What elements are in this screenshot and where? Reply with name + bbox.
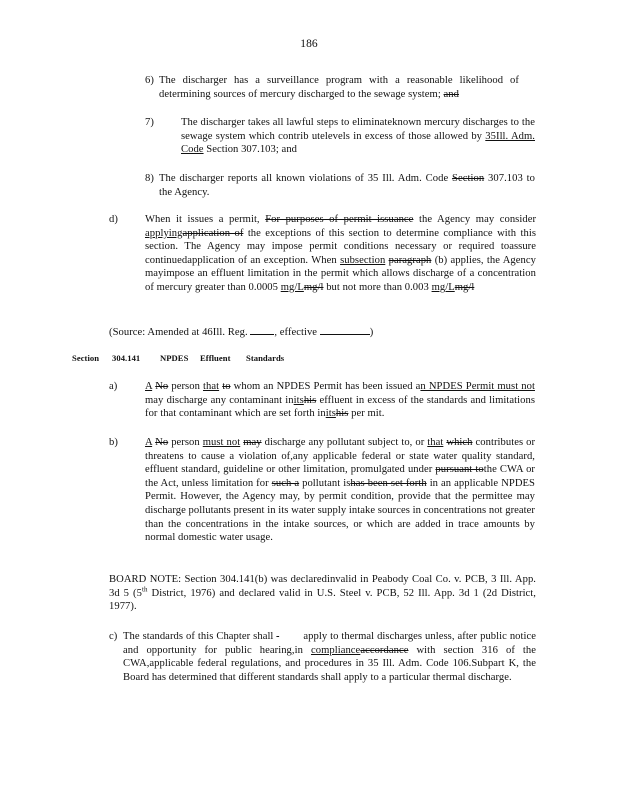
item-6-label: 6) (145, 75, 154, 86)
item-a-label: a) (109, 381, 118, 392)
struck-text: and (443, 88, 459, 100)
item-8-text: The discharger reports all known violations of 35 Ill. Adm. Code Section 307.103 to the Agency. (159, 173, 535, 198)
effective-date-blank (320, 324, 370, 335)
underlined-text: mg/L (431, 281, 455, 293)
underlined-text: applying (145, 227, 183, 239)
underlined-text: subsection (340, 254, 386, 266)
struck-text: mg/l (303, 281, 324, 293)
underlined-text: must not (202, 437, 241, 448)
reg-blank (250, 324, 274, 335)
page-number: 186 (300, 38, 318, 50)
struck-text: No (155, 381, 169, 392)
underlined-text: that (427, 437, 444, 448)
item-b-label: b) (109, 437, 118, 448)
struck-text: to (222, 381, 231, 392)
item-c-text: The standards of this Chapter shall apply to thermal discharges unless, after public notice and opportunity for public hearing,in complianceaccordance with section 316 of the CWA,applicable federal regulations, and procedures in 35 Ill. Adm. Code 106.Subpart K, the Board has determined that different standards shall apply to a particular thermal discharge. (123, 631, 537, 683)
struck-text: such a (271, 477, 300, 489)
underlined-text: A (145, 437, 153, 448)
underlined-text: its (325, 408, 336, 420)
struck-text: Section (452, 173, 485, 184)
item-a-text: A No person that to whom an NPDES Permit has been issued an NPDES Permit must not may discharge any contaminant initshis effluent in excess of the standards and limitations for that contaminant which are set forth initshis per mit. (145, 381, 536, 420)
underlined-text: 35Ill. Adm. Code (181, 130, 535, 156)
underlined-text: n NPDES Permit must not (420, 381, 535, 392)
item-7-label: 7) (145, 117, 154, 128)
item-d-label: d) (109, 214, 118, 225)
struck-text: paragraph (388, 254, 432, 266)
underlined-text: compliance (310, 644, 361, 656)
struck-text: application of (182, 227, 244, 239)
item-8-label: 8) (145, 173, 154, 184)
struck-text: has been set forth (350, 477, 427, 489)
underlined-text: mg/L (280, 281, 304, 293)
item-b-text: A No person must not may discharge any pollutant subject to, or that which contributes or threatens to cause a violation of,any applicable federal or state water quality standard, effluent standard, guideline or other limitation, promulgated under pursuant tothe CWA or the Act, unless limitation for such a pollutant ishas been set forth in an applicable NPDES Permit. However, the Agency may, by permit condition, provide that the permittee may discharge pollutants present in its water supply intake sources in concentrations not greater than the concentrations in the intake sources, or which are added in trace amounts by normal domestic water usage. (145, 437, 536, 544)
struck-text: mg/l (454, 281, 475, 293)
section-heading: Section 304.141 NPDES Effluent Standards (72, 353, 285, 363)
underlined-text: its (293, 394, 304, 406)
struck-text: his (303, 394, 317, 406)
struck-text: pursuant to (435, 464, 484, 476)
underlined-text: that (203, 381, 220, 392)
struck-blank (276, 630, 300, 644)
item-6-text: The discharger has a surveillance program with a reasonable likelihood of determining sources of mercury discharged to the sewage system; and (159, 75, 519, 100)
item-c-label: c) (109, 631, 118, 642)
item-7-text: The discharger takes all lawful steps to eliminateknown mercury discharges to the sewage system which contrib utelevels in excess of those allowed by 35Ill. Adm. Code Section 307.103; and (181, 117, 535, 156)
underlined-text: A (145, 381, 153, 392)
struck-text: For purposes of permit issuance (265, 214, 414, 225)
board-note: BOARD NOTE: Section 304.141(b) was declaredinvalid in Peabody Coal Co. v. PCB, 3 Ill. App. 3d 5 (5th District, 1976) and declared valid in U.S. Steel v. PCB, 52 Ill. App. 3d 1 (2d District, 1977). (109, 574, 537, 613)
struck-text: may (243, 437, 262, 448)
struck-text: which (446, 437, 473, 448)
struck-text: his (335, 408, 349, 420)
struck-text: accordance (360, 644, 409, 656)
source-note: (Source: Amended at 46Ill. Reg. , effective ) (109, 324, 529, 340)
struck-text: No (155, 437, 169, 448)
item-d-text: When it issues a permit, For purposes of permit issuance the Agency may consider applyingapplication of the exceptions of this section to determine compliance with this section. The Agency may impose permit conditions necessary or required toassure continuedapplication of an exception. When subsection paragraph (b) applies, the Agency mayimpose an effluent limitation in the permit which allows discharge of a concentration of mercury greater than 0.0005 mg/Lmg/l but not more than 0.003 mg/Lmg/l (145, 214, 537, 293)
